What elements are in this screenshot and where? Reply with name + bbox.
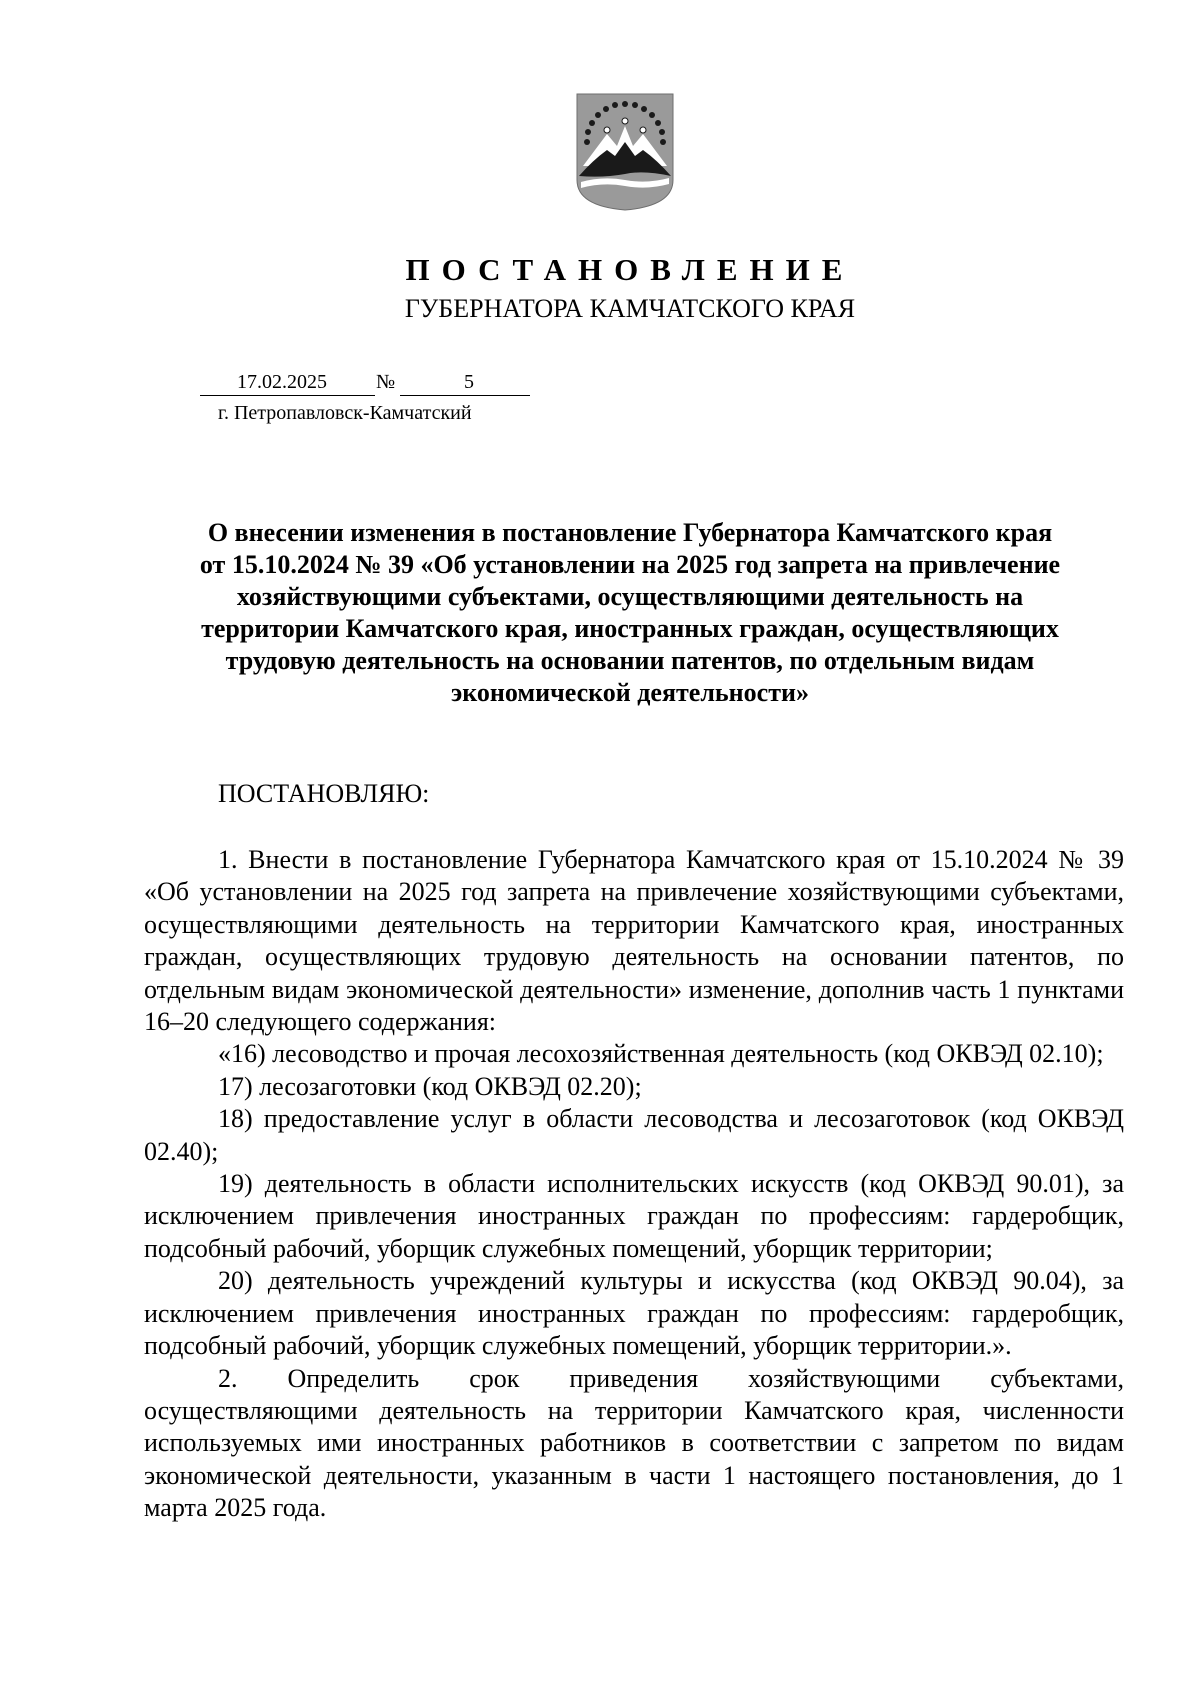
resolve-heading: ПОСТАНОВЛЯЮ: [218,779,430,808]
title-line: трудовую деятельность на основании патентов, по отдельным видам [225,646,1035,675]
paragraph: 18) предоставление услуг в области лесоводства и лесозаготовок (код ОКВЭД 02.40); [144,1104,1124,1166]
title-line: хозяйствующими субъектами, осуществляющими деятельность на [236,582,1024,611]
paragraph: «16) лесоводство и прочая лесохозяйственная деятельность (код ОКВЭД 02.10); [218,1039,1104,1069]
document-body [144,844,1124,1525]
paragraph: 19) деятельность в области исполнительских искусств (код ОКВЭД 90.01), за исключением привлечения иностранных граждан по профессиям: гардеробщик, подсобный рабочий, уборщик служебных помещений, уборщик территории; [144,1169,1124,1263]
document-type-heading: ПОСТАНОВЛЕНИЕ [405,252,855,287]
issuer-heading: ГУБЕРНАТОРА КАМЧАТСКОГО КРАЯ [404,294,856,323]
paragraph: 20) деятельность учреждений культуры и искусства (код ОКВЭД 90.04), за исключением привлечения иностранных граждан по профессиям: гардеробщик, подсобный рабочий, уборщик служебных помещений, уборщик территории.». [144,1266,1124,1361]
title-line: О внесении изменения в постановление Губернатора Камчатского края [207,518,1053,547]
document-city: г. Петропавловск-Камчатский [218,402,472,424]
paragraph: 2. Определить срок приведения хозяйствующими субъектами, осуществляющими деятельность на территории Камчатского края, численности используемых ими иностранных работников в соответствии с запретом по видам экономической деятельности, указанным в части 1 настоящего постановления, до 1 марта 2025 года. [144,1363,1124,1523]
document-date: 17.02.2025 [237,371,327,393]
number-sign: № [376,371,396,393]
document-number: 5 [464,371,474,393]
paragraph: 17) лесозаготовки (код ОКВЭД 02.20); [218,1071,642,1101]
document-title [140,517,1120,709]
title-line: от 15.10.2024 № 39 «Об установлении на 2025 год запрета на привлечение [199,550,1061,579]
kamchatka-coat-of-arms-icon [573,84,677,212]
date-number-line [200,370,530,396]
paragraph: 1. Внести в постановление Губернатора Камчатского края от 15.10.2024 № 39 «Об установлении на 2025 год запрета на привлечение хозяйствующими субъектами, осуществляющими деятельность на территории Камчатского края, иностранных граждан, осуществляющих трудовую деятельность на основании патентов, по отдельным видам экономической деятельности» изменение, дополнив часть 1 пунктами 16–20 следующего содержания: [144,845,1124,1037]
title-line: экономической деятельности» [451,678,809,707]
title-line: территории Камчатского края, иностранных граждан, осуществляющих [201,614,1059,643]
